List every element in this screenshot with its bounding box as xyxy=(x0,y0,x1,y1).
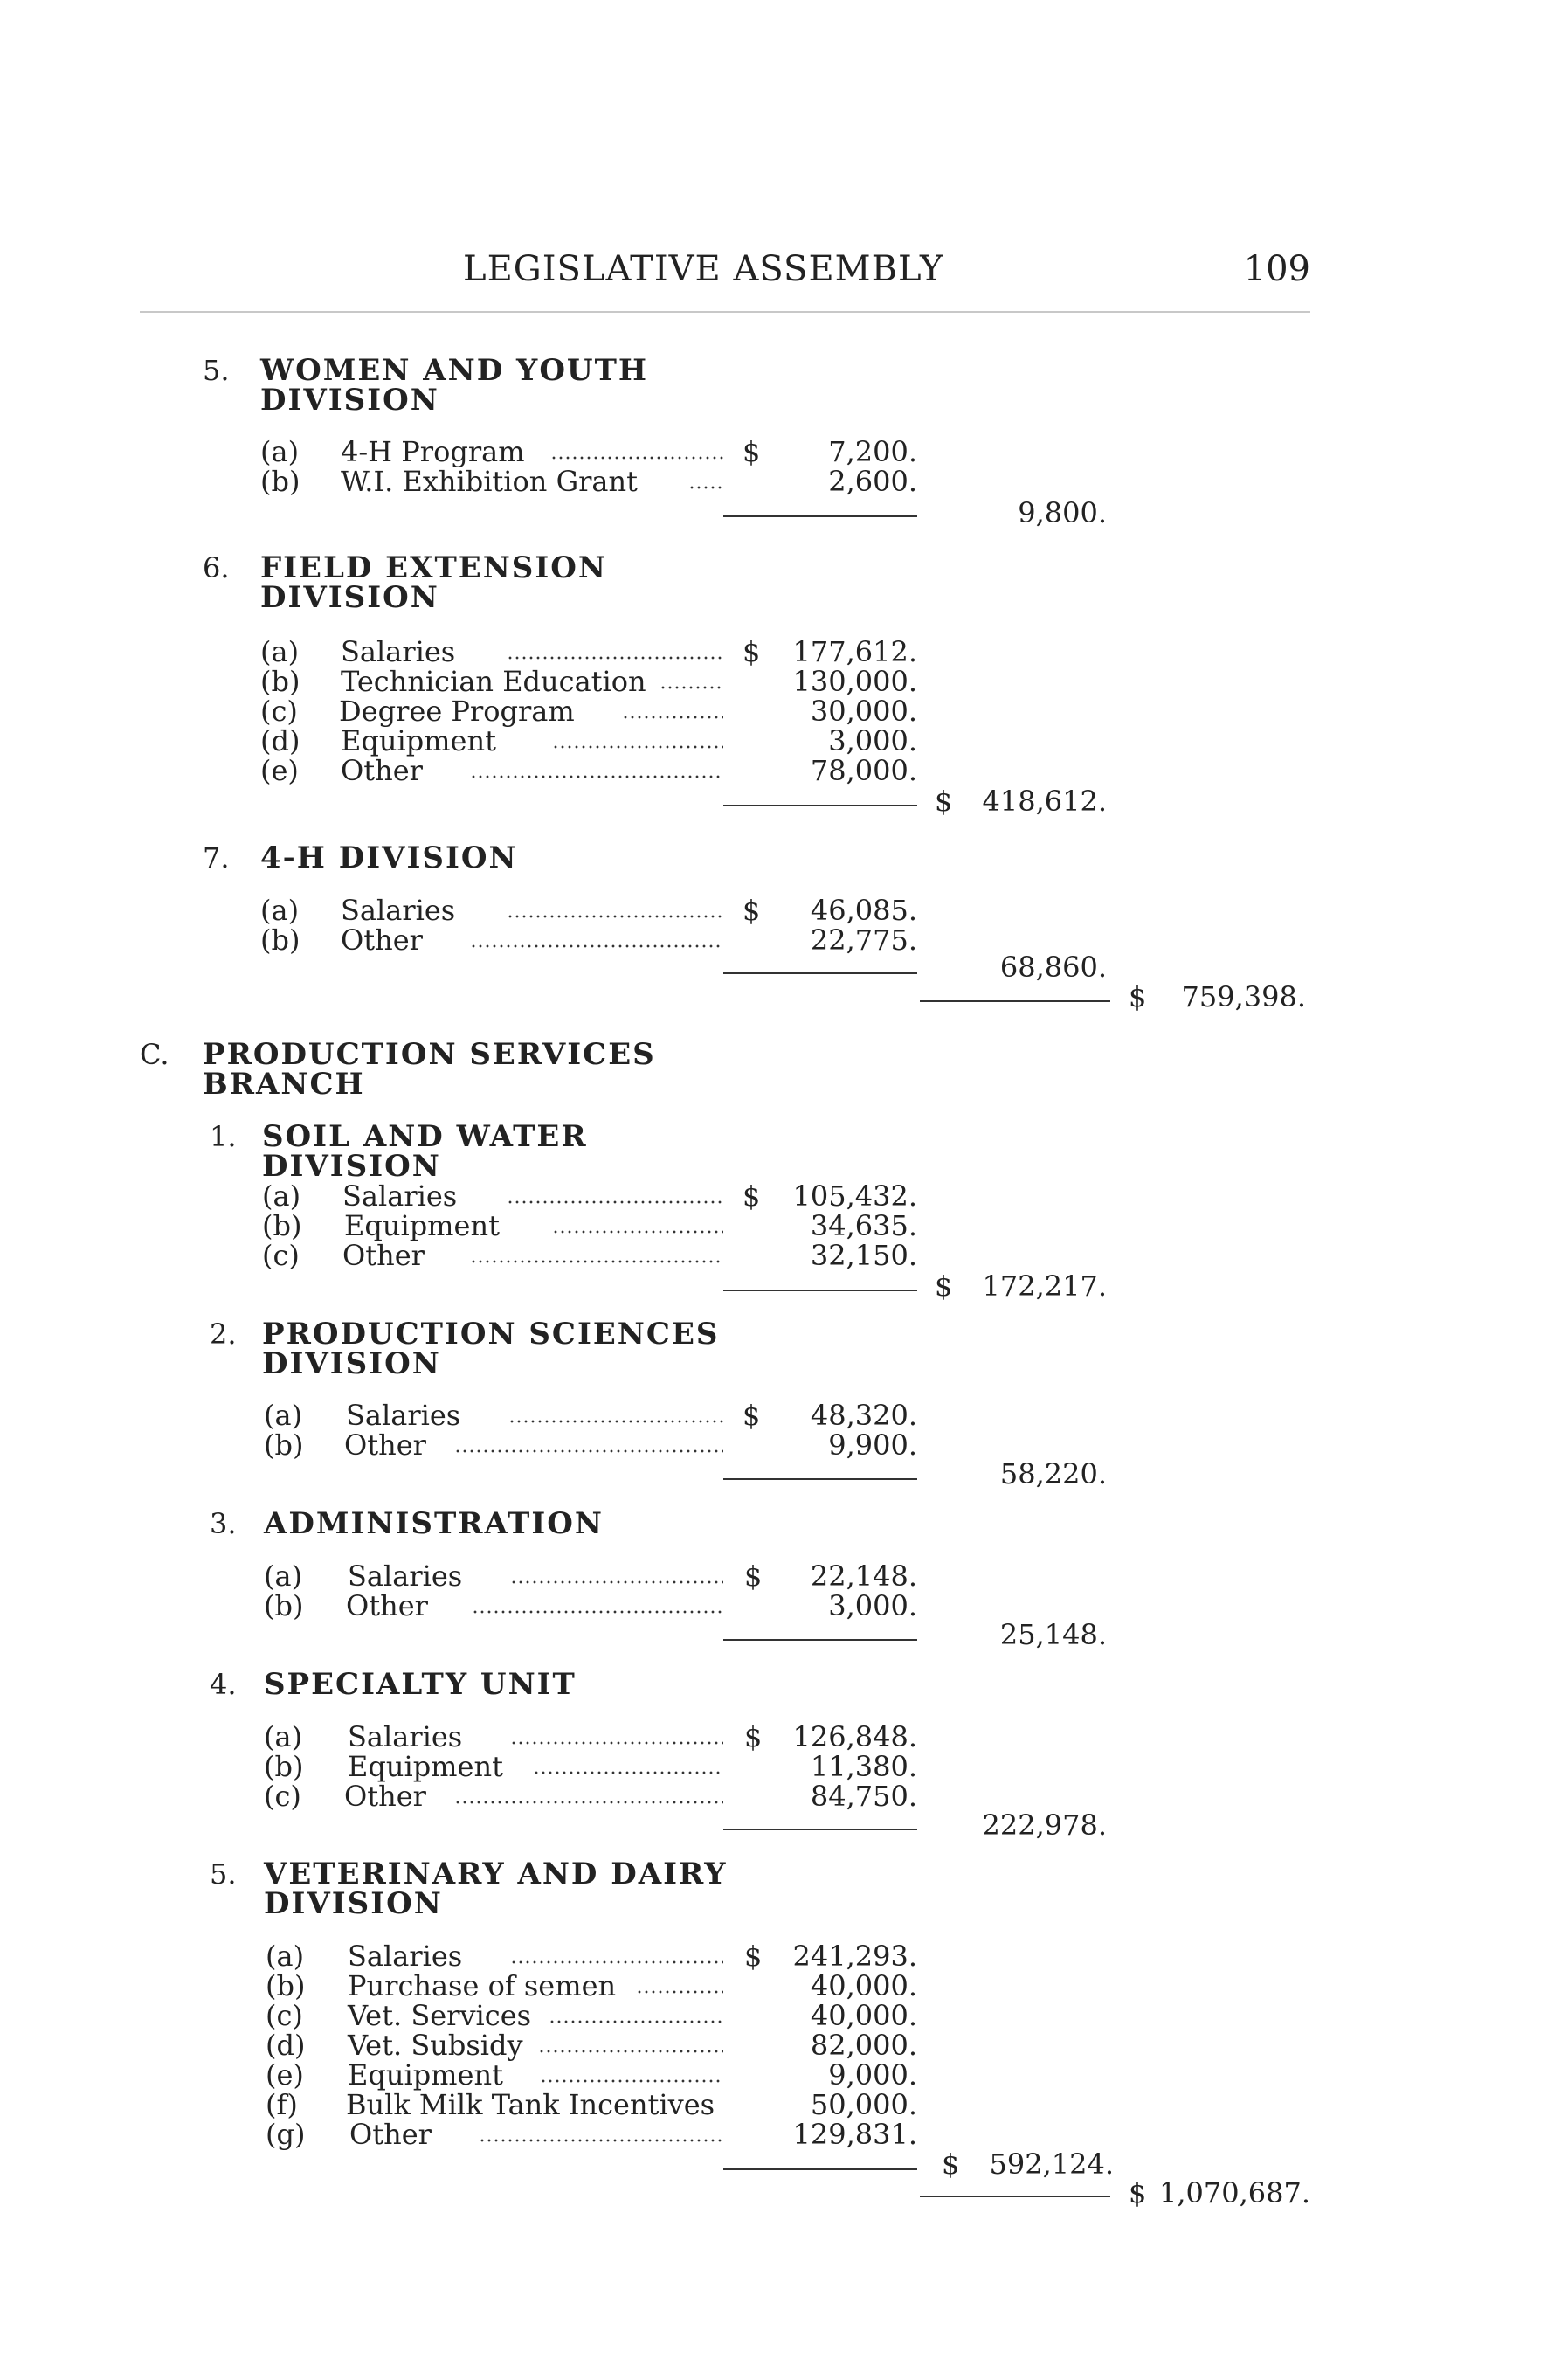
line-item xyxy=(0,2090,1568,2120)
branch-heading-cont: BRANCH xyxy=(203,1067,365,1102)
item-amount: 9,900. xyxy=(828,1428,917,1462)
section-heading-cont: DIVISION xyxy=(264,1886,443,1921)
line-item xyxy=(0,896,1568,925)
line-item xyxy=(0,1591,1568,1621)
item-label: Salaries xyxy=(348,1940,463,1973)
line-item xyxy=(0,925,1568,955)
leader-dots xyxy=(479,2139,723,2142)
leader-dots xyxy=(507,656,723,660)
leader-dots xyxy=(510,1741,723,1745)
item-label: W.I. Exhibition Grant xyxy=(341,465,638,498)
item-amount: 129,831. xyxy=(792,2118,917,2151)
line-item xyxy=(0,2120,1568,2149)
branch-letter: C. xyxy=(140,1038,169,1071)
item-amount: 3,000. xyxy=(828,1589,917,1622)
branch-total: 759,398. xyxy=(1181,980,1306,1013)
item-letter: (b) xyxy=(262,1209,302,1242)
line-item xyxy=(0,437,1568,467)
item-label: Other xyxy=(341,754,423,787)
leader-dots xyxy=(533,1771,723,1774)
leader-dots xyxy=(688,486,723,489)
item-letter: (a) xyxy=(264,1399,303,1432)
sum-rule xyxy=(723,515,917,517)
item-letter: (f) xyxy=(266,2088,298,2121)
leader-dots xyxy=(507,1200,723,1204)
sum-rule xyxy=(723,972,917,974)
item-label: Salaries xyxy=(346,1399,461,1432)
item-letter: (c) xyxy=(264,1780,301,1813)
line-item xyxy=(0,1971,1568,2001)
item-amount: 130,000. xyxy=(792,665,917,698)
line-item xyxy=(0,1430,1568,1460)
line-item xyxy=(0,2001,1568,2030)
leader-dots xyxy=(550,456,723,460)
item-letter: (e) xyxy=(260,754,299,787)
dollar-sign: $ xyxy=(942,2147,960,2181)
item-amount: 177,612. xyxy=(792,635,917,668)
leader-dots xyxy=(510,1960,723,1964)
dollar-sign: $ xyxy=(935,1269,953,1303)
section-number: 5. xyxy=(210,1857,237,1891)
page-title: LEGISLATIVE ASSEMBLY xyxy=(463,249,944,289)
dollar-sign: $ xyxy=(1129,980,1147,1013)
leader-dots xyxy=(470,775,723,778)
sum-rule xyxy=(723,1829,917,1830)
item-amount: 30,000. xyxy=(810,695,917,728)
item-letter: (a) xyxy=(264,1720,303,1753)
section-heading-cont: DIVISION xyxy=(260,580,439,615)
item-amount: 84,750. xyxy=(810,1780,917,1813)
leader-dots xyxy=(540,2079,723,2083)
section-subtotal: 172,217. xyxy=(982,1269,1107,1303)
line-item xyxy=(0,1400,1568,1430)
item-amount: 34,635. xyxy=(810,1209,917,1242)
item-label: Other xyxy=(342,1239,425,1272)
leader-dots xyxy=(454,1449,723,1453)
leader-dots xyxy=(660,686,723,689)
item-label: Equipment xyxy=(348,1750,503,1783)
dollar-sign: $ xyxy=(743,894,761,927)
sum-rule xyxy=(723,805,917,806)
sum-rule xyxy=(920,2196,1110,2197)
item-letter: (b) xyxy=(260,465,300,498)
item-label: Salaries xyxy=(342,1179,458,1213)
leader-dots xyxy=(538,2050,723,2053)
leader-dots xyxy=(636,1990,723,1994)
dollar-sign: $ xyxy=(744,1720,763,1753)
section-number: 1. xyxy=(210,1120,237,1153)
sum-rule xyxy=(723,2168,917,2170)
dollar-sign: $ xyxy=(1129,2176,1147,2209)
leader-dots xyxy=(507,915,723,918)
item-letter: (b) xyxy=(264,1589,304,1622)
section-heading: PRODUCTION SCIENCES xyxy=(262,1317,720,1352)
item-label: Salaries xyxy=(341,635,456,668)
item-label: 4-H Program xyxy=(341,435,525,468)
line-item xyxy=(0,726,1568,756)
leader-dots xyxy=(472,1610,723,1614)
line-item xyxy=(0,756,1568,785)
item-label: Equipment xyxy=(344,1209,500,1242)
line-item xyxy=(0,1781,1568,1811)
section-heading-cont: DIVISION xyxy=(262,1346,441,1381)
page-header xyxy=(140,249,1310,301)
item-amount: 9,000. xyxy=(828,2058,917,2092)
item-amount: 7,200. xyxy=(828,435,917,468)
item-amount: 46,085. xyxy=(810,894,917,927)
leader-dots xyxy=(549,2020,723,2023)
section-subtotal: 592,124. xyxy=(989,2147,1114,2181)
dollar-sign: $ xyxy=(743,435,761,468)
item-label: Other xyxy=(341,923,423,957)
item-letter: (a) xyxy=(262,1179,301,1213)
item-letter: (c) xyxy=(266,1999,303,2032)
item-label: Purchase of semen xyxy=(348,1969,617,2002)
item-letter: (a) xyxy=(266,1940,305,1973)
line-item xyxy=(0,1722,1568,1752)
section-subtotal: 222,978. xyxy=(982,1808,1107,1842)
leader-dots xyxy=(510,1580,723,1584)
section-number: 7. xyxy=(203,841,230,875)
line-item xyxy=(0,1241,1568,1270)
leader-dots xyxy=(622,716,723,719)
line-item xyxy=(0,667,1568,696)
line-item xyxy=(0,1752,1568,1781)
item-amount: 82,000. xyxy=(810,2029,917,2062)
section-heading: SOIL AND WATER xyxy=(262,1119,588,1154)
item-letter: (b) xyxy=(260,665,300,698)
section-number: 5. xyxy=(203,354,230,387)
item-amount: 22,148. xyxy=(810,1559,917,1593)
line-item xyxy=(0,2060,1568,2090)
item-letter: (a) xyxy=(260,894,300,927)
item-label: Other xyxy=(346,1589,428,1622)
item-label: Salaries xyxy=(348,1559,463,1593)
section-number: 4. xyxy=(210,1668,237,1701)
item-amount: 48,320. xyxy=(810,1399,917,1432)
section-number: 3. xyxy=(210,1507,237,1540)
line-item xyxy=(0,637,1568,667)
line-item xyxy=(0,1181,1568,1211)
section-heading-cont: DIVISION xyxy=(262,1149,441,1184)
item-amount: 50,000. xyxy=(810,2088,917,2121)
dollar-sign: $ xyxy=(743,1399,761,1432)
item-letter: (e) xyxy=(266,2058,304,2092)
line-item xyxy=(0,1941,1568,1971)
item-amount: 2,600. xyxy=(828,465,917,498)
section-heading-cont: DIVISION xyxy=(260,383,439,418)
line-item xyxy=(0,1561,1568,1591)
line-item xyxy=(0,2030,1568,2060)
item-letter: (b) xyxy=(266,1969,306,2002)
section-subtotal: 68,860. xyxy=(999,951,1107,984)
branch-heading: PRODUCTION SERVICES xyxy=(203,1037,656,1072)
leader-dots xyxy=(552,1230,723,1234)
sum-rule xyxy=(723,1478,917,1480)
section-subtotal: 25,148. xyxy=(999,1618,1107,1651)
item-label: Degree Program xyxy=(339,695,575,728)
section-heading: VETERINARY AND DAIRY xyxy=(264,1857,728,1891)
leader-dots xyxy=(470,1260,723,1263)
line-item xyxy=(0,467,1568,496)
item-label: Other xyxy=(344,1428,426,1462)
sum-rule xyxy=(723,1639,917,1641)
section-subtotal: 418,612. xyxy=(982,785,1107,818)
item-label: Other xyxy=(349,2118,432,2151)
dollar-sign: $ xyxy=(744,1559,763,1593)
item-label: Equipment xyxy=(348,2058,503,2092)
item-amount: 126,848. xyxy=(792,1720,917,1753)
item-label: Technician Education xyxy=(341,665,646,698)
header-rule xyxy=(140,311,1310,313)
line-item xyxy=(0,1211,1568,1241)
item-letter: (b) xyxy=(264,1428,304,1462)
item-letter: (d) xyxy=(260,724,300,757)
leader-dots xyxy=(508,1420,723,1423)
leader-dots xyxy=(470,944,723,948)
sum-rule xyxy=(920,1000,1110,1002)
item-letter: (c) xyxy=(260,695,298,728)
item-amount: 241,293. xyxy=(792,1940,917,1973)
item-letter: (g) xyxy=(266,2118,306,2151)
leader-dots xyxy=(552,745,723,749)
section-heading: 4-H DIVISION xyxy=(260,840,518,875)
section-number: 6. xyxy=(203,551,230,584)
item-amount: 3,000. xyxy=(828,724,917,757)
item-label: Vet. Services xyxy=(348,1999,532,2032)
leader-dots xyxy=(454,1801,723,1804)
item-amount: 40,000. xyxy=(810,1999,917,2032)
item-letter: (a) xyxy=(260,635,300,668)
section-heading: FIELD EXTENSION xyxy=(260,550,607,585)
dollar-sign: $ xyxy=(744,1940,763,1973)
line-item xyxy=(0,696,1568,726)
item-label: Salaries xyxy=(348,1720,463,1753)
item-label: Salaries xyxy=(341,894,456,927)
item-letter: (a) xyxy=(260,435,300,468)
item-label: Vet. Subsidy xyxy=(348,2029,523,2062)
item-amount: 32,150. xyxy=(810,1239,917,1272)
section-number: 2. xyxy=(210,1317,237,1351)
item-amount: 22,775. xyxy=(810,923,917,957)
item-amount: 11,380. xyxy=(810,1750,917,1783)
sum-rule xyxy=(723,1290,917,1291)
section-heading: ADMINISTRATION xyxy=(264,1506,604,1541)
item-letter: (c) xyxy=(262,1239,300,1272)
item-letter: (d) xyxy=(266,2029,306,2062)
item-amount: 105,432. xyxy=(792,1179,917,1213)
section-subtotal: 9,800. xyxy=(1018,496,1107,529)
dollar-sign: $ xyxy=(743,635,761,668)
page-number: 109 xyxy=(1243,249,1310,289)
item-label: Bulk Milk Tank Incentives xyxy=(346,2088,715,2121)
section-subtotal: 58,220. xyxy=(999,1457,1107,1490)
item-label: Other xyxy=(344,1780,426,1813)
dollar-sign: $ xyxy=(935,785,953,818)
item-amount: 40,000. xyxy=(810,1969,917,2002)
section-heading: SPECIALTY UNIT xyxy=(264,1667,577,1702)
item-label: Equipment xyxy=(341,724,496,757)
item-letter: (b) xyxy=(264,1750,304,1783)
item-letter: (a) xyxy=(264,1559,303,1593)
dollar-sign: $ xyxy=(743,1179,761,1213)
item-amount: 78,000. xyxy=(810,754,917,787)
branch-total: 1,070,687. xyxy=(1158,2176,1310,2209)
section-heading: WOMEN AND YOUTH xyxy=(260,353,649,388)
item-letter: (b) xyxy=(260,923,300,957)
